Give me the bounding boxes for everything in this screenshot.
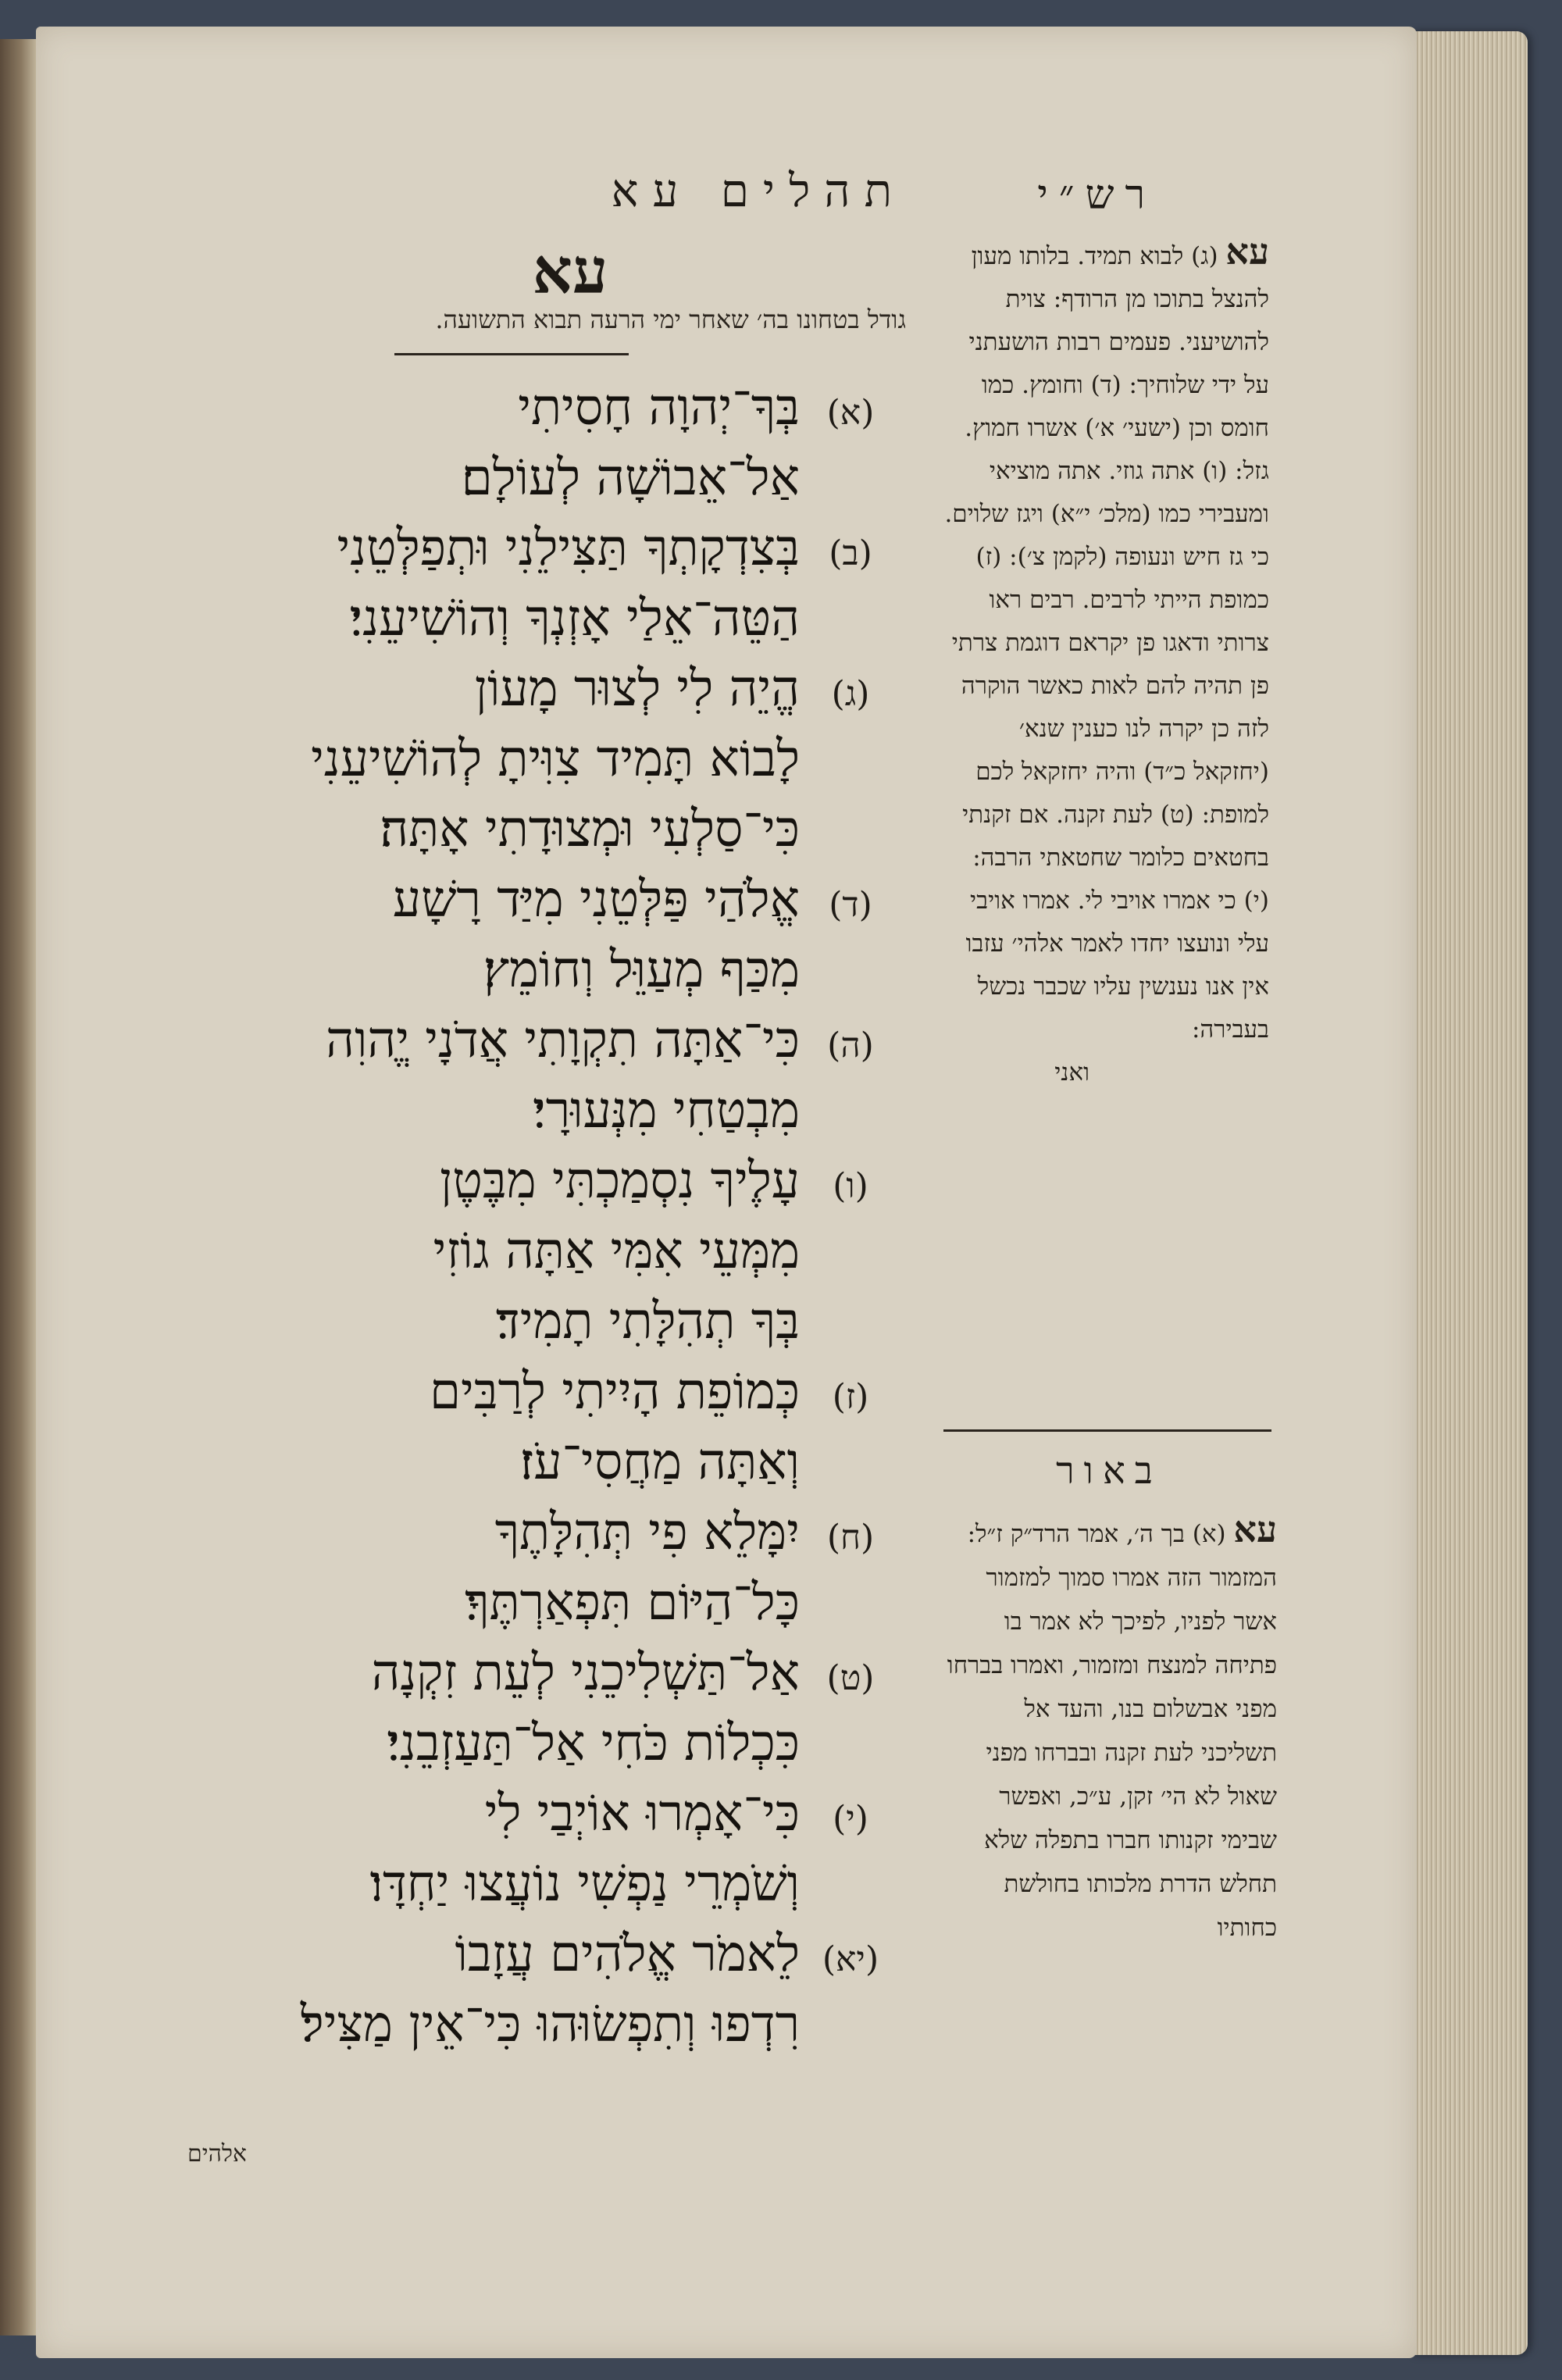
verse-line: מִכַּף מְעַוֵּל וְחוֹמֵץ׃ [483,941,800,999]
verse-line: עָלֶיךָ נִסְמַכְתִּי מִבֶּטֶן [439,1152,800,1210]
verse-number: (ו) [833,1166,868,1206]
verse-3 [475,660,901,718]
verse-number: (ה) [827,1026,874,1065]
verse-2 [337,519,901,577]
verse-number: (ז) [832,1377,869,1417]
verse-line: כָּל־הַיּוֹם תִּפְאַרְתֶּךָ׃ [465,1574,800,1632]
verse-line: מִבְטַחִי מִנְּעוּרָי׃ [533,1082,800,1140]
biur-title: באור [1056,1449,1162,1493]
verse-line: וְאַתָּה מַחֲסִי־עֹז׃ [519,1433,800,1491]
verse-line: כִּכְלוֹת כֹּחִי אַל־תַּעַזְבֵנִי׃ [387,1715,800,1772]
verse-line: כִּי־אָמְרוּ אוֹיְבַי לִי [484,1785,800,1843]
side-rule [943,1429,1271,1432]
book-left-edge [0,39,36,2335]
verse-number: (ב) [829,533,872,573]
verse-8 [495,1504,901,1561]
verse-number: (ד) [829,885,872,925]
page-stack-edge [1410,31,1528,2355]
summary-rule [394,353,629,355]
verse-number: (ט) [826,1658,875,1698]
running-head-title: תהלים עא [611,164,906,217]
verse-line: כְּמוֹפֵת הָיִיתִי לְרַבִּים [430,1363,800,1421]
verse-4 [393,871,901,929]
biur-lead: עא [1233,1508,1277,1550]
verse-number: (י) [833,1799,868,1839]
verse-number: (יא) [822,1939,879,1979]
verse-line: מִמְּעֵי אִמִּי אַתָּה גוֹזִי [433,1222,800,1280]
verse-line: אֱלֹהַי פַּלְּטֵנִי מִיַּד רָשָׁע [392,871,800,929]
psalm-summary: גודל בטחונו בה׳ שאחר ימי הרעה תבוא התשועה. [435,305,906,334]
verse-line: בְּךָ תְהִלָּתִי תָמִיד׃ [495,1293,800,1351]
verse-line: בְּךָ־יְהוָה חָסִיתִי [518,379,800,437]
rashi-lead: עא [1225,230,1269,273]
verse-line: כִּי־אַתָּה תִקְוָתִי אֲדֹנָי יֱהוִה [326,1012,800,1069]
verse-line: יִמָּלֵא פִי תְּהִלָּתֶךָ [494,1504,800,1561]
verse-line: אַל־תַּשְׁלִיכֵנִי לְעֵת זִקְנָה [371,1644,800,1702]
verse-line: וְשֹׁמְרֵי נַפְשִׁי נוֹעֲצוּ יַחְדָּו׃ [369,1855,800,1913]
verse-10 [485,1785,901,1843]
verse-6 [440,1152,901,1210]
biur-commentary [941,1508,1277,1950]
verse-number: (ח) [826,1518,875,1558]
psalm-number: עא [532,234,608,308]
verse-9 [372,1644,901,1702]
verse-line: הַטֵּה־אֵלַי אָזְנְךָ וְהוֹשִׁיעֵנִי׃ [349,590,800,648]
verse-line: בְּצִדְקָתְךָ תַּצִּילֵנִי וּתְפַלְּטֵנִי [337,519,800,577]
rashi-catchword: ואני [1054,1058,1089,1087]
rashi-body: (ג) לבוא תמיד. בלותו מעון להנצל בתוכו מן הרודף: צוית להושיעני. פעמים רבות הושעתני על ידי שלוחיך: (ד) וחומץ. כמו חומס וכן (ישעי׳ א׳) אשרו חמוץ. גזל: (ו) אתה גוזי. אתה מוציאי ומעבירי כמו (מלכ׳ י״א) ויגז שלוים. כי גז חיש ונעופה (לקמן צ׳): (ז) כמופת הייתי לרבים. רבים ראו צרותי ודאגו פן יקראם דוגמת צרתי פן תהיה להם לאות כאשר הוקרה לזה כן יקרה לנו כענין שנא׳ (יחזקאל כ״ד) והיה יחזקאל לכם למופת: (ט) לעת זקנה. אם זקנתי בחטאים כלומר שחטאתי הרבה: (י) כי אמרו אויבי לי. אמרו אויבי עלי ונועצו יחדו לאמר אלהי׳ עזבו אין אנו נענשין עליו שכבר נכשל בעבירה: [944,242,1269,1044]
verse-line: לֵאמֹר אֱלֹהִים עֲזָבוֹ [455,1925,800,1983]
verse-line: כִּי־סַלְעִי וּמְצוּדָתִי אָתָּה׃ [380,801,800,858]
verse-number: (א) [826,393,875,433]
rashi-commentary [941,230,1269,1094]
verse-line: הֱיֵה לִי לְצוּר מָעוֹן [474,660,800,718]
verse-7 [430,1363,901,1421]
verse-line: רִדְפוּ וְתִפְשׂוּהוּ כִּי־אֵין מַצִּיל׃ [300,1996,800,2054]
verse-11 [455,1925,901,1983]
verse-5 [326,1012,901,1069]
catchword: אלהים [187,2140,247,2168]
verse-line: לָבוֹא תָּמִיד צִוִּיתָ לְהוֹשִׁיעֵנִי [311,730,800,788]
verse-line: אַל־אֵבוֹשָׁה לְעוֹלָם׃ [461,449,800,507]
verse-1 [518,379,901,437]
biur-body: (א) בך ה׳, אמר הרד״ק ז״ל: המזמור הזה אמרו סמוך למזמור אשר לפניו, לפיכך לא אמר בו פתיחה למנצח ומזמור, ואמרו בברחו מפני אבשלום בנו, והעד אל תשליכני לעת זקנה ובברחו מפני שאול לא הי׳ זקן, ע״כ, ואפשר שבימי זקנותו חברו בתפלה שלא תחלש הדרת מלכותו בחולשת כחותיו [947,1520,1277,1942]
verse-number: (ג) [831,674,870,714]
rashi-title: רש״י [1037,172,1156,219]
